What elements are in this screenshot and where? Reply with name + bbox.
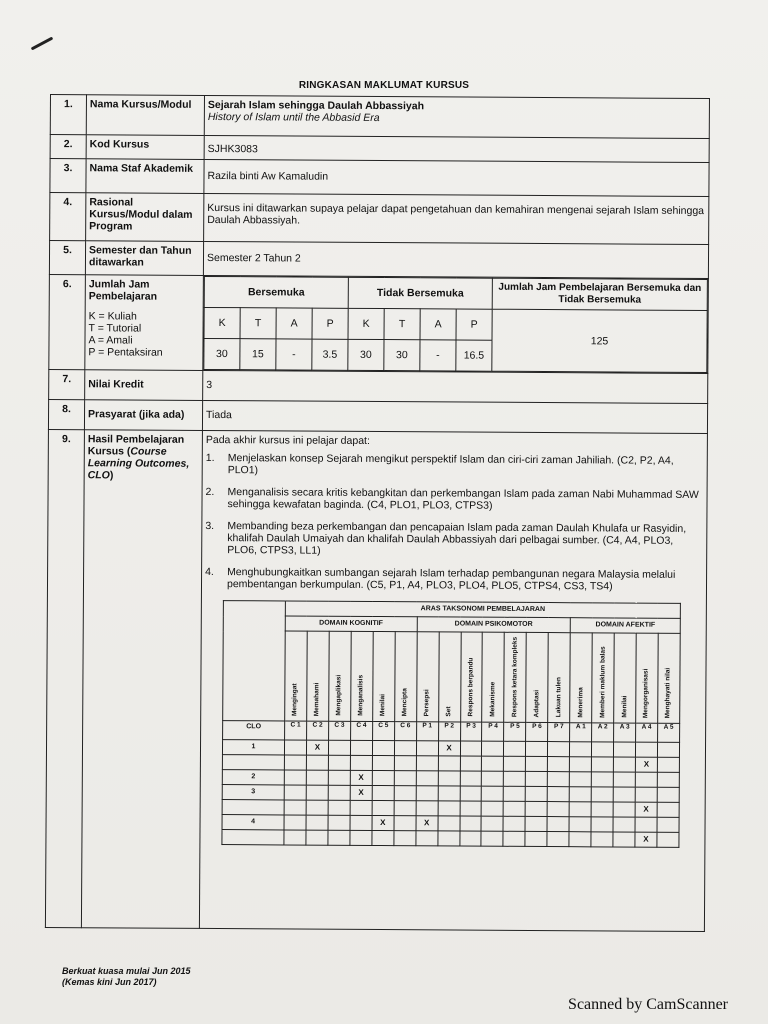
code-cell: K: [204, 307, 240, 338]
taxonomy-level-label: Menganalisis: [357, 675, 365, 717]
taxonomy-mark-cell: [416, 801, 438, 816]
taxonomy-table: [221, 600, 680, 848]
taxonomy-mark-cell: [592, 742, 614, 757]
taxonomy-mark-cell: [569, 817, 591, 832]
row-label: Nama Staf Akademik: [86, 159, 204, 194]
taxonomy-level-header: [636, 633, 658, 723]
clo-list: [205, 452, 704, 593]
taxonomy-level-header: [372, 631, 394, 721]
taxonomy-level-header: [548, 633, 570, 723]
clo-number: 1.: [205, 451, 215, 465]
taxonomy-level-header: [482, 632, 504, 722]
taxonomy-level-label: Menerima: [576, 687, 585, 718]
taxonomy-mark-cell: [350, 756, 372, 771]
taxonomy-mark-cell: [482, 756, 504, 771]
taxonomy-mark-cell: [394, 771, 416, 786]
taxonomy-mark-cell: [504, 786, 526, 801]
taxonomy-mark-cell: [504, 771, 526, 786]
revision-date: (Kemas kini Jun 2017): [62, 977, 157, 987]
taxonomy-mark-cell: [394, 756, 416, 771]
taxonomy-level-code: A 5: [657, 723, 679, 742]
taxonomy-mark-cell: [438, 816, 460, 831]
code-cell: K: [348, 308, 384, 339]
taxonomy-mark-cell: [394, 816, 416, 831]
taxonomy-level-header: [614, 633, 636, 723]
taxonomy-mark-cell: [394, 831, 416, 846]
taxonomy-level-header: [592, 633, 614, 723]
taxonomy-mark-cell: [328, 755, 350, 770]
row-number: 1.: [50, 95, 86, 135]
taxonomy-mark-cell: [438, 771, 460, 786]
taxonomy-level-label: Menilai: [620, 695, 628, 718]
code-cell: P: [456, 309, 492, 340]
code-cell: A: [420, 309, 456, 340]
clo-item: [205, 520, 703, 559]
taxonomy-mark-cell: X: [416, 816, 438, 831]
taxonomy-mark-cell: [394, 801, 416, 816]
taxonomy-mark-cell: [284, 830, 306, 845]
hours-value: 30: [384, 340, 420, 371]
clo-number-cell: [222, 800, 284, 815]
row-label: Prasyarat (jika ada): [84, 400, 202, 431]
domain-affective: DOMAIN AFEKTIF: [570, 618, 680, 634]
taxonomy-mark-cell: [547, 802, 569, 817]
taxonomy-mark-cell: [350, 831, 372, 846]
pen-stroke-mark: [31, 37, 54, 51]
taxonomy-mark-cell: [372, 801, 394, 816]
taxonomy-level-label: Memahami: [313, 682, 321, 716]
taxonomy-mark-cell: [284, 800, 306, 815]
rationale-text: Kursus ini ditawarkan supaya pelajar dapat pengetahuan dan kemahiran mengenai sejarah Islam sehingga Daulah Abbassiyah.: [204, 193, 709, 244]
taxonomy-mark-cell: [569, 802, 591, 817]
taxonomy-mark-cell: [591, 787, 613, 802]
clo-text: Menghubungkaitkan sumbangan sejarah Islam terhadap pembangunan negara Malaysia melalui pembentangan berkumpulan. (C5, P1, A4, PLO3, PLO4, PLO5, CTPS4, CS3, TS4): [226, 566, 676, 593]
taxonomy-mark-cell: [328, 740, 350, 755]
taxonomy-mark-cell: [591, 772, 613, 787]
clo-number-cell: [222, 755, 284, 770]
taxonomy-mark-cell: [525, 832, 547, 847]
taxonomy-level-label: Memberi maklum balas: [598, 646, 607, 718]
credit-value: 3: [203, 370, 708, 403]
taxonomy-level-header: [285, 631, 307, 721]
taxonomy-level-code: P 6: [526, 723, 548, 742]
legend-tutorial: T = Tutorial: [88, 322, 142, 335]
taxonomy-level-code: C 1: [285, 721, 307, 740]
row-label: Semester dan Tahun ditawarkan: [85, 241, 203, 276]
taxonomy-mark-cell: [635, 742, 657, 757]
course-info-form: [45, 94, 710, 932]
scanner-watermark: Scanned by CamScanner: [568, 996, 728, 1013]
taxonomy-level-code: A 4: [636, 723, 658, 742]
document-title: RINGKASAN MAKLUMAT KURSUS: [298, 80, 470, 91]
row-number: 3.: [50, 159, 86, 193]
taxonomy-mark-cell: [284, 815, 306, 830]
taxonomy-mark-cell: [482, 741, 504, 756]
taxonomy-level-code: C 5: [372, 722, 394, 741]
taxonomy-mark-cell: [481, 816, 503, 831]
row-number: 7.: [49, 369, 85, 399]
hours-value: 3.5: [312, 339, 348, 370]
taxonomy-level-label: Mengorganisasi: [642, 668, 650, 718]
taxonomy-mark-cell: [657, 817, 679, 832]
taxonomy-mark-cell: X: [635, 832, 657, 847]
taxonomy-mark-cell: [526, 757, 548, 772]
taxonomy-level-label: Lakuan tulen: [554, 677, 563, 718]
row-label: Hasil Pembelajaran Kursus (: [87, 433, 185, 458]
taxonomy-mark-cell: [591, 802, 613, 817]
taxonomy-mark-cell: [525, 817, 547, 832]
code-cell: P: [312, 308, 348, 339]
taxonomy-mark-cell: [372, 771, 394, 786]
row-number: 9.: [45, 429, 84, 927]
taxonomy-mark-cell: [569, 787, 591, 802]
clo-number-cell: 1: [222, 740, 284, 755]
taxonomy-mark-cell: [548, 772, 570, 787]
row-label: Jumlah Jam Pembelajaran: [88, 278, 158, 303]
taxonomy-title: ARAS TAKSONOMI PEMBELAJARAN: [285, 601, 680, 618]
hours-value: 16.5: [456, 340, 492, 371]
taxonomy-mark-cell: [416, 786, 438, 801]
row-rationale: [50, 193, 709, 245]
hours-value: 15: [240, 339, 276, 370]
effective-date: Berkuat kuasa mulai Jun 2015: [62, 966, 191, 976]
taxonomy-level-header: [329, 631, 351, 721]
clo-text: Menganalisis secara kritis kebangkitan dan perkembangan Islam pada zaman Nabi Muhammad SAW sehingga kewafatan baginda. (C4, PLO1, PLO3, CTPS3): [227, 486, 699, 512]
hours-value: -: [420, 340, 456, 371]
tidak-bersemuka-header: Tidak Bersemuka: [348, 277, 492, 309]
taxonomy-level-label: Mengingat: [291, 683, 299, 716]
taxonomy-level-header: [416, 632, 438, 722]
taxonomy-mark-cell: [438, 756, 460, 771]
domain-cognitive: DOMAIN KOGNITIF: [285, 616, 417, 632]
taxonomy-mark-cell: X: [372, 816, 394, 831]
taxonomy-mark-cell: [503, 816, 525, 831]
taxonomy-mark-cell: [526, 742, 548, 757]
taxonomy-mark-cell: [416, 756, 438, 771]
taxonomy-mark-cell: [613, 832, 635, 847]
learning-outcomes-label: [81, 430, 202, 929]
taxonomy-mark-cell: [372, 786, 394, 801]
taxonomy-level-header: [658, 633, 681, 723]
taxonomy-mark-cell: [482, 786, 504, 801]
row-prerequisite: [48, 399, 707, 433]
taxonomy-mark-cell: [570, 757, 592, 772]
taxonomy-mark-cell: [657, 742, 679, 757]
taxonomy-mark-cell: [306, 815, 328, 830]
code-cell: T: [384, 309, 420, 340]
taxonomy-level-label: Menilai: [379, 694, 387, 717]
domain-psychomotor: DOMAIN PSIKOMOTOR: [417, 617, 571, 633]
taxonomy-mark-cell: [438, 801, 460, 816]
taxonomy-mark-cell: [328, 830, 350, 845]
taxonomy-mark-cell: [504, 741, 526, 756]
taxonomy-mark-cell: X: [350, 786, 372, 801]
taxonomy-mark-cell: [525, 787, 547, 802]
taxonomy-mark-cell: X: [350, 771, 372, 786]
taxonomy-mark-cell: [306, 830, 328, 845]
taxonomy-level-code: C 6: [394, 722, 416, 741]
learning-hours-label-cell: [85, 275, 204, 371]
taxonomy-mark-cell: [613, 802, 635, 817]
row-credit-value: [49, 369, 708, 403]
taxonomy-mark-cell: [350, 741, 372, 756]
taxonomy-mark-cell: [306, 785, 328, 800]
taxonomy-mark-cell: [482, 801, 504, 816]
clo-number: 2.: [205, 485, 215, 499]
learning-outcomes-content: [199, 430, 707, 931]
taxonomy-mark-cell: [350, 816, 372, 831]
taxonomy-mark-cell: [526, 772, 548, 787]
taxonomy-mark-cell: [503, 801, 525, 816]
taxonomy-level-code: P 5: [504, 722, 526, 741]
taxonomy-mark-cell: [635, 817, 657, 832]
taxonomy-level-label: Set: [445, 706, 453, 717]
taxonomy-mark-cell: [416, 741, 438, 756]
clo-number-cell: 2: [222, 770, 284, 785]
hours-value: 30: [204, 338, 240, 369]
taxonomy-mark-cell: [394, 741, 416, 756]
taxonomy-mark-cell: [547, 817, 569, 832]
course-name: Sejarah Islam sehingga Daulah Abbassiyah: [207, 98, 425, 113]
taxonomy-mark-cell: [460, 756, 482, 771]
bersemuka-header: Bersemuka: [204, 276, 348, 308]
taxonomy-level-header: [438, 632, 460, 722]
taxonomy-level-label: Menghayati nilai: [664, 667, 672, 719]
taxonomy-mark-cell: [328, 815, 350, 830]
taxonomy-mark-cell: X: [635, 757, 657, 772]
taxonomy-mark-cell: [547, 787, 569, 802]
legend-amali: A = Amali: [88, 334, 133, 347]
course-info-table: [45, 94, 710, 932]
taxonomy-mark-cell: [306, 800, 328, 815]
academic-staff-name: Razila binti Aw Kamaludin: [204, 159, 709, 196]
row-label: Rasional Kursus/Modul dalam Program: [86, 193, 204, 242]
taxonomy-mark-cell: [613, 817, 635, 832]
taxonomy-level-label: Persepsi: [423, 689, 431, 717]
taxonomy-mark-cell: [591, 757, 613, 772]
clo-item: [205, 566, 703, 593]
taxonomy-level-label: Respons berpandu: [467, 657, 475, 717]
taxonomy-mark-cell: [591, 832, 613, 847]
taxonomy-mark-cell: [504, 756, 526, 771]
taxonomy-mark-cell: [481, 831, 503, 846]
taxonomy-level-header: [570, 633, 592, 723]
clo-header: CLO: [223, 721, 285, 740]
taxonomy-mark-cell: [614, 742, 636, 757]
taxonomy-mark-cell: [657, 802, 679, 817]
taxonomy-level-label: Mengaplikasi: [335, 675, 343, 717]
taxonomy-mark-cell: [437, 831, 459, 846]
taxonomy-corner: [223, 601, 286, 722]
taxonomy-mark-cell: [460, 816, 482, 831]
taxonomy-mark-cell: [284, 785, 306, 800]
taxonomy-mark-cell: [548, 757, 570, 772]
taxonomy-level-label: Respons ketara kompleks: [511, 636, 519, 718]
row-learning-hours: [49, 274, 709, 373]
taxonomy-mark-cell: [350, 801, 372, 816]
code-cell: A: [276, 308, 312, 339]
taxonomy-mark-cell: [657, 787, 679, 802]
taxonomy-mark-cell: [547, 832, 569, 847]
taxonomy-mark-cell: [548, 742, 570, 757]
clo-intro: Pada akhir kursus ini pelajar dapat:: [205, 433, 370, 447]
taxonomy-mark-cell: [460, 771, 482, 786]
row-label: Nama Kursus/Modul: [86, 95, 204, 136]
semester-value: Semester 2 Tahun 2: [203, 241, 708, 278]
taxonomy-mark-cell: [372, 756, 394, 771]
taxonomy-mark-cell: [613, 772, 635, 787]
taxonomy-level-header: [394, 632, 416, 722]
clo-number-cell: 3: [222, 785, 284, 800]
taxonomy-mark-cell: [657, 772, 679, 787]
taxonomy-level-code: P 4: [482, 722, 504, 741]
taxonomy-level-code: C 3: [328, 721, 350, 740]
effective-date-footer: [62, 966, 191, 988]
row-semester: [49, 241, 708, 279]
taxonomy-mark-cell: [460, 786, 482, 801]
taxonomy-level-header: [307, 631, 329, 721]
taxonomy-mark-cell: [459, 831, 481, 846]
taxonomy-mark-cell: X: [635, 802, 657, 817]
taxonomy-level-code: C 4: [350, 722, 372, 741]
taxonomy-mark-cell: [416, 831, 438, 846]
clo-number-cell: [222, 830, 284, 845]
taxonomy-mark-cell: [372, 831, 394, 846]
taxonomy-mark-cell: [328, 800, 350, 815]
taxonomy-level-header: [504, 632, 526, 722]
taxonomy-level-code: A 2: [592, 723, 614, 742]
taxonomy-mark-cell: [482, 771, 504, 786]
taxonomy-level-header: [350, 631, 372, 721]
row-number: 6.: [49, 274, 86, 369]
taxonomy-mark-cell: X: [438, 741, 460, 756]
taxonomy-mark-cell: [284, 755, 306, 770]
taxonomy-mark-cell: [570, 742, 592, 757]
taxonomy-mark-cell: [460, 741, 482, 756]
course-name-english: History of Islam until the Abbasid Era: [207, 110, 380, 125]
row-academic-staff: [50, 159, 709, 197]
row-number: 4.: [50, 193, 86, 241]
total-hours-header: Jumlah Jam Pembelajaran Bersemuka dan Tidak Bersemuka: [492, 278, 707, 310]
taxonomy-mark-cell: [657, 757, 679, 772]
clo-item: [206, 452, 704, 479]
hours-value: -: [276, 339, 312, 370]
row-number: 2.: [50, 135, 86, 159]
taxonomy-mark-cell: [438, 786, 460, 801]
taxonomy-mark-cell: [613, 787, 635, 802]
clo-number-cell: 4: [222, 815, 284, 830]
clo-number: 3.: [205, 519, 215, 533]
clo-text: Menjelaskan konsep Sejarah mengikut perspektif Islam dan ciri-ciri zaman Jahiliah. (C2, P2, A4, PLO1): [227, 452, 674, 477]
course-name-cell: [204, 95, 709, 138]
taxonomy-mark-cell: [525, 802, 547, 817]
learning-hours-table: [203, 276, 708, 373]
total-hours-value: 125: [492, 309, 707, 372]
taxonomy-mark-cell: [569, 772, 591, 787]
taxonomy-mark-cell: [306, 770, 328, 785]
hours-value: 30: [348, 339, 384, 370]
taxonomy-level-code: C 2: [306, 721, 328, 740]
taxonomy-clo-row: [222, 830, 679, 848]
row-learning-outcomes: [45, 429, 707, 931]
taxonomy-level-code: P 2: [438, 722, 460, 741]
taxonomy-mark-cell: [657, 832, 679, 847]
clo-number: 4.: [205, 565, 214, 579]
taxonomy-level-header: [460, 632, 482, 722]
taxonomy-mark-cell: [328, 785, 350, 800]
course-code: SJHK3083: [204, 135, 709, 162]
row-label: Nilai Kredit: [85, 370, 203, 401]
row-label-italic: Course Learning Outcomes, CLO: [87, 445, 190, 482]
taxonomy-mark-cell: [328, 770, 350, 785]
taxonomy-level-code: P 3: [460, 722, 482, 741]
taxonomy-level-label: Mencipta: [401, 688, 409, 717]
taxonomy-level-label: Mekanisme: [489, 681, 497, 717]
taxonomy-mark-cell: [635, 772, 657, 787]
row-course-name: [50, 95, 709, 139]
taxonomy-mark-cell: [394, 786, 416, 801]
row-label-end: ): [109, 469, 114, 482]
taxonomy-mark-cell: [635, 787, 657, 802]
taxonomy-mark-cell: X: [306, 740, 328, 755]
taxonomy-mark-cell: [569, 832, 591, 847]
row-label: Kod Kursus: [86, 135, 204, 160]
taxonomy-mark-cell: [613, 757, 635, 772]
row-number: 5.: [49, 241, 85, 275]
taxonomy-mark-cell: [306, 755, 328, 770]
learning-hours-cell: [203, 275, 709, 373]
row-number: 8.: [48, 399, 84, 429]
taxonomy-level-code: P 7: [548, 723, 570, 742]
taxonomy-level-code: P 1: [416, 722, 438, 741]
clo-item: [205, 486, 703, 513]
taxonomy-mark-cell: [284, 740, 306, 755]
legend-kuliah: K = Kuliah: [88, 310, 137, 323]
prerequisite-value: Tiada: [202, 400, 707, 433]
taxonomy-level-label: Adaptasi: [532, 689, 541, 718]
clo-text: Membanding beza perkembangan dan pencapaian Islam pada zaman Daulah Khulafa ur Rasyidin, khalifah Daulah Umaiyah dan khalifah Daulah Abbassiyah dari pelbagai sumber. (C4, A4, PLO3, PLO6, CTPS3, LL1): [227, 520, 687, 557]
taxonomy-mark-cell: [284, 770, 306, 785]
taxonomy-level-header: [526, 632, 548, 722]
taxonomy-mark-cell: [416, 771, 438, 786]
taxonomy-level-code: A 1: [570, 723, 592, 742]
code-cell: T: [240, 308, 276, 339]
taxonomy-level-code: A 3: [614, 723, 636, 742]
taxonomy-mark-cell: [460, 801, 482, 816]
taxonomy-mark-cell: [372, 741, 394, 756]
taxonomy-mark-cell: [503, 831, 525, 846]
taxonomy-mark-cell: [591, 817, 613, 832]
legend-pentaksiran: P = Pentaksiran: [88, 346, 163, 359]
